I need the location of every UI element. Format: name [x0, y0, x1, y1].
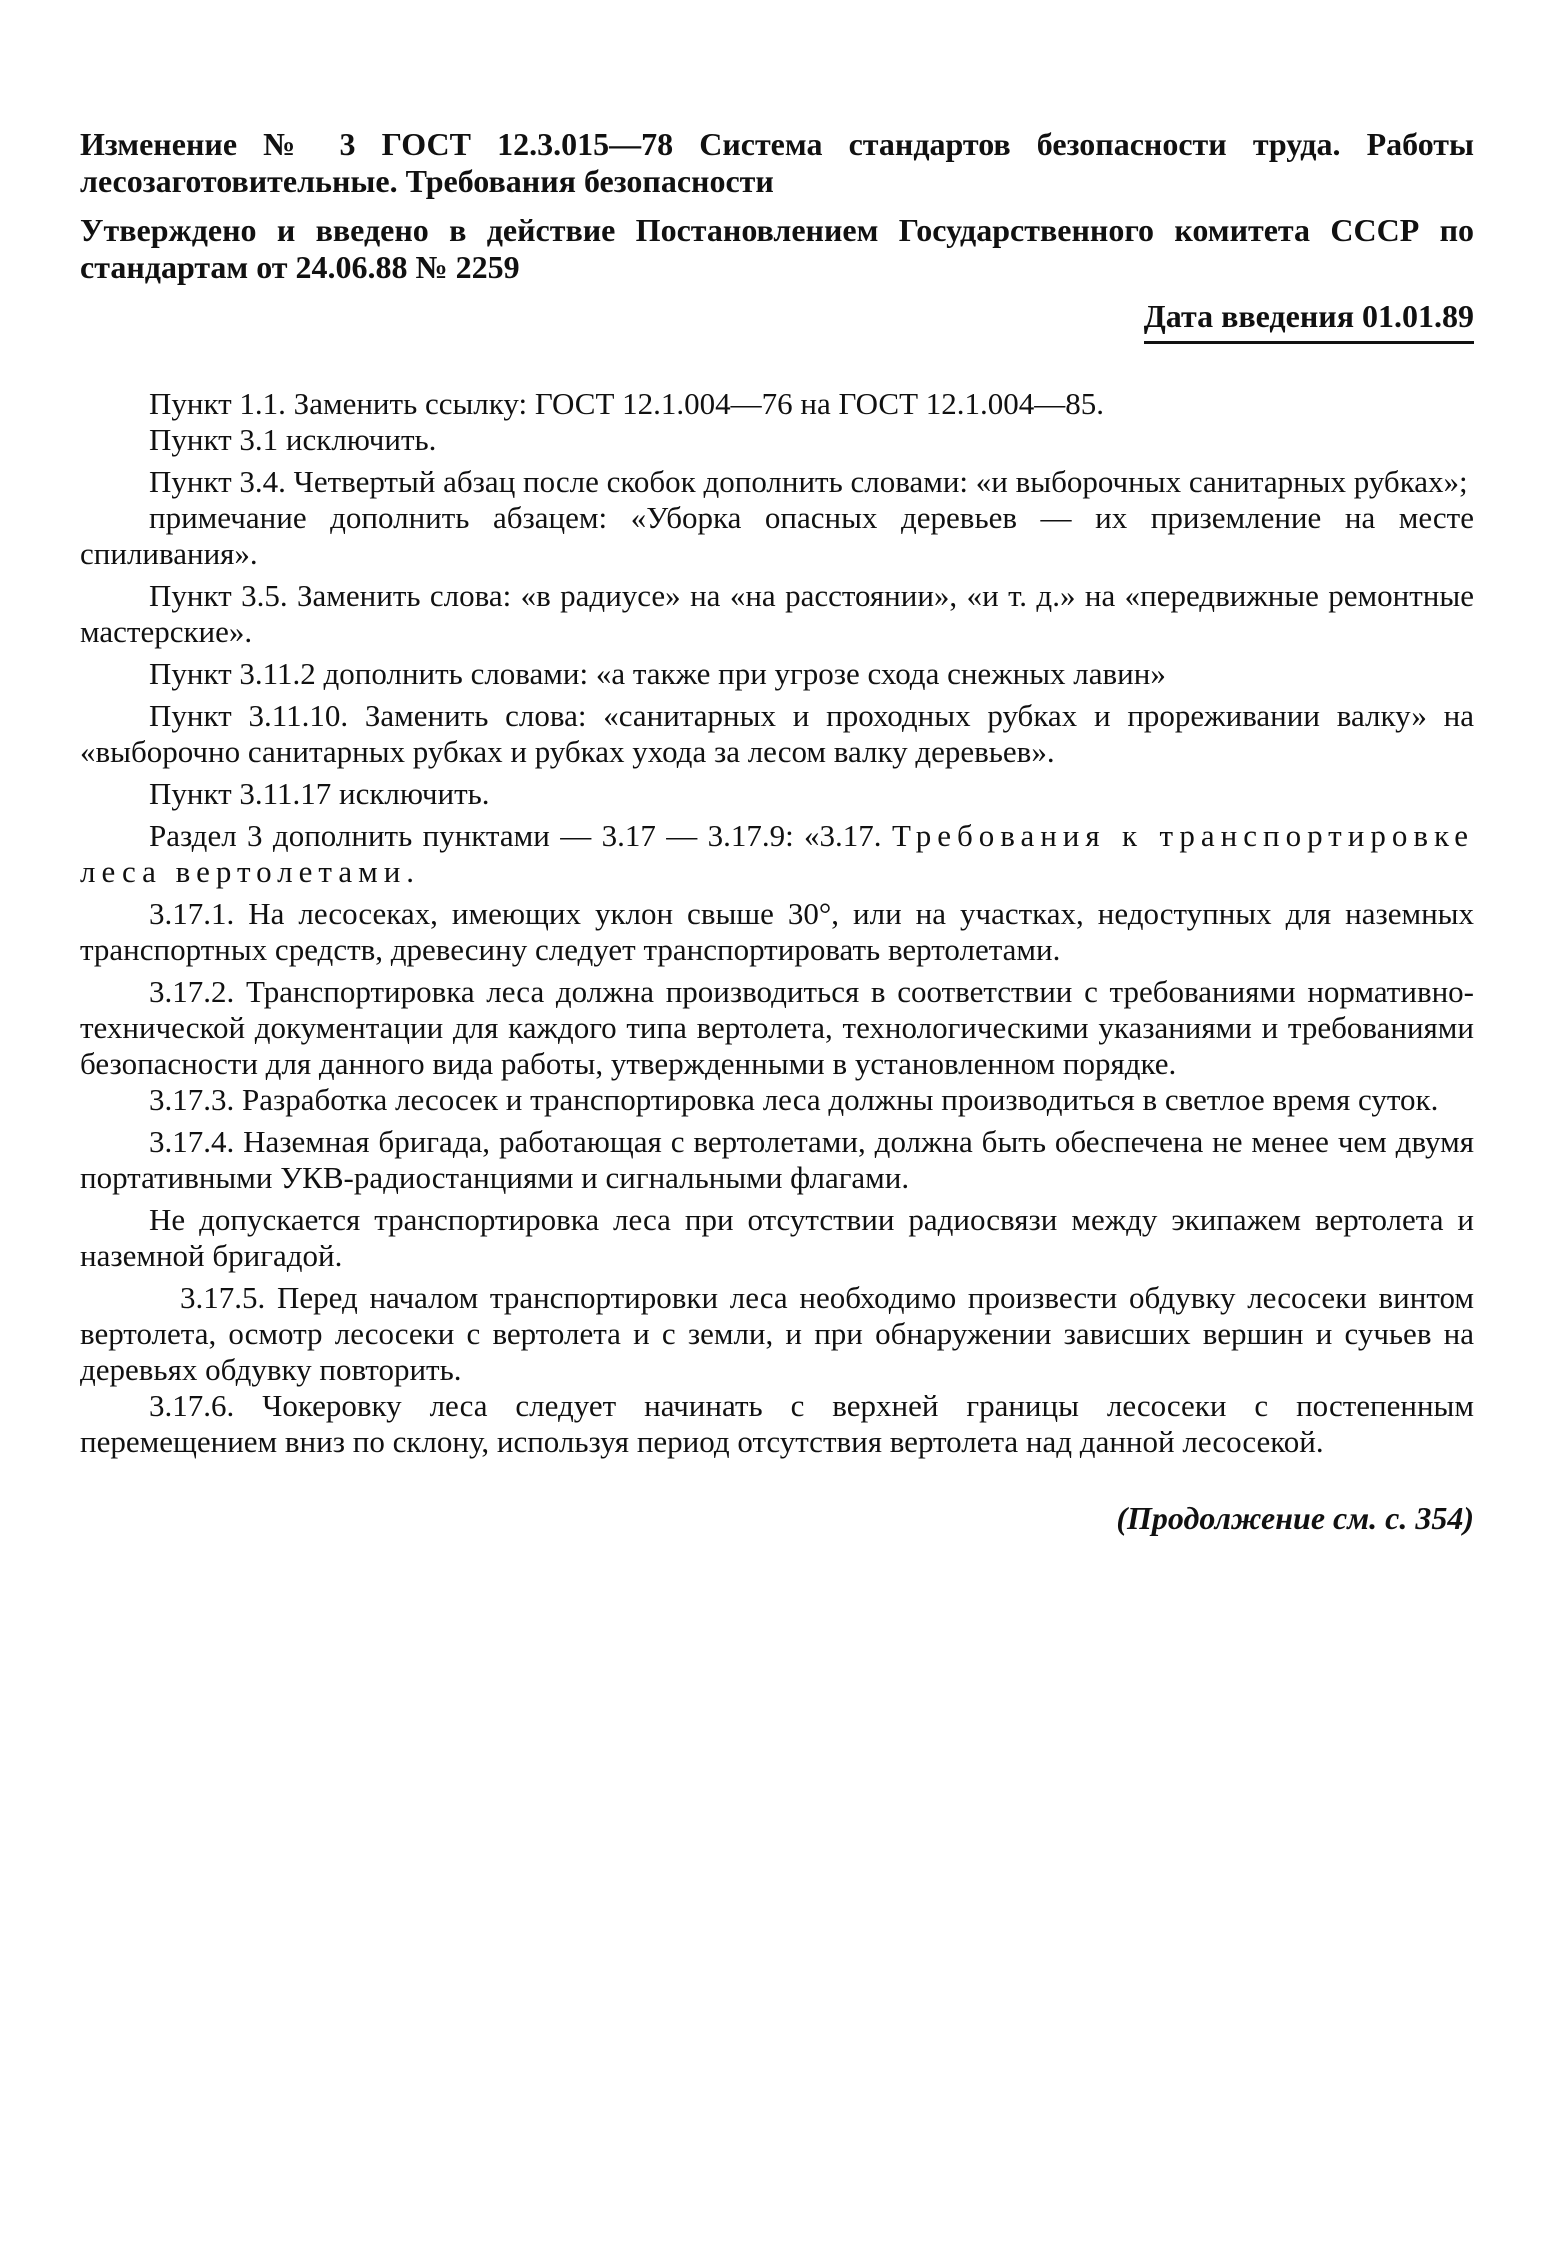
- paragraph: Не допускается транспортировка леса при отсутствии радиосвязи между экипажем вертолета и наземной бригадой.: [80, 1202, 1474, 1273]
- section-3-17-title: Требования к транспортировке леса вертолетами.: [80, 818, 1474, 889]
- amendment-body: [80, 386, 1474, 1460]
- paragraph: 3.17.6. Чокеровку леса следует начинать с верхней границы лесосеки с постепенным перемещением вниз по склону, используя период отсутствия вертолета над данной лесосекой.: [80, 1388, 1474, 1459]
- paragraph: Пункт 3.5. Заменить слова: «в радиусе» на «на расстоянии», «и т. д.» на «передвижные ремонтные мастерские».: [80, 578, 1474, 649]
- paragraph: Пункт 1.1. Заменить ссылку: ГОСТ 12.1.004—76 на ГОСТ 12.1.004—85.: [149, 386, 1105, 421]
- approval-note: Утверждено и введено в действие Постановлением Государственного комитета СССР по стандартам от 24.06.88 № 2259: [80, 212, 1474, 285]
- effective-date-label: Дата введения: [1143, 298, 1354, 334]
- paragraph: Пункт 3.1 исключить.: [149, 422, 437, 457]
- amendment-title: Изменение № 3 ГОСТ 12.3.015—78 Система стандартов безопасности труда. Работы лесозаготовительные. Требования безопасности: [80, 126, 1474, 199]
- paragraph: 3.17.1. На лесосеках, имеющих уклон свыше 30°, или на участках, недоступных для наземных транспортных средств, древесину следует транспортировать вертолетами.: [80, 896, 1474, 967]
- effective-date-value: 01.01.89: [1362, 298, 1474, 334]
- paragraph: 3.17.5. Перед началом транспортировки леса необходимо произвести обдувку лесосеки винтом вертолета, осмотр лесосеки с вертолета и с земли, и при обнаружении зависших вершин и сучьев на деревьях обдувку повторить.: [80, 1280, 1474, 1387]
- paragraph: примечание дополнить абзацем: «Уборка опасных деревьев — их приземление на месте спиливания».: [80, 500, 1474, 571]
- paragraph-section-3-17: [80, 818, 1474, 890]
- paragraph: 3.17.3. Разработка лесосек и транспортировка леса должны производиться в светлое время суток.: [149, 1082, 1439, 1117]
- continuation-note: (Продолжение см. с. 354): [1116, 1500, 1474, 1536]
- effective-date-underline: [1144, 298, 1474, 344]
- section-3-intro: Раздел 3 дополнить пунктами — 3.17 — 3.17.9: «3.17.: [149, 818, 892, 853]
- effective-date: [80, 298, 1474, 350]
- document-page: [80, 126, 1474, 1537]
- paragraph: Пункт 3.11.2 дополнить словами: «а также при угрозе схода снежных лавин»: [149, 656, 1166, 691]
- paragraph: Пункт 3.4. Четвертый абзац после скобок дополнить словами: «и выборочных санитарных рубках»;: [149, 464, 1468, 499]
- paragraph: 3.17.2. Транспортировка леса должна производиться в соответствии с требованиями нормативно-технической документации для каждого типа вертолета, технологическими указаниями и требованиями безопасности для данного вида работы, утвержденными в установленном порядке.: [80, 974, 1474, 1081]
- paragraph: Пункт 3.11.10. Заменить слова: «санитарных и проходных рубках и прореживании валку» на «выборочно санитарных рубках и рубках ухода за лесом валку деревьев».: [80, 698, 1474, 769]
- paragraph: Пункт 3.11.17 исключить.: [149, 776, 490, 811]
- paragraph: 3.17.4. Наземная бригада, работающая с вертолетами, должна быть обеспечена не менее чем двумя портативными УКВ-радиостанциями и сигнальными флагами.: [80, 1124, 1474, 1195]
